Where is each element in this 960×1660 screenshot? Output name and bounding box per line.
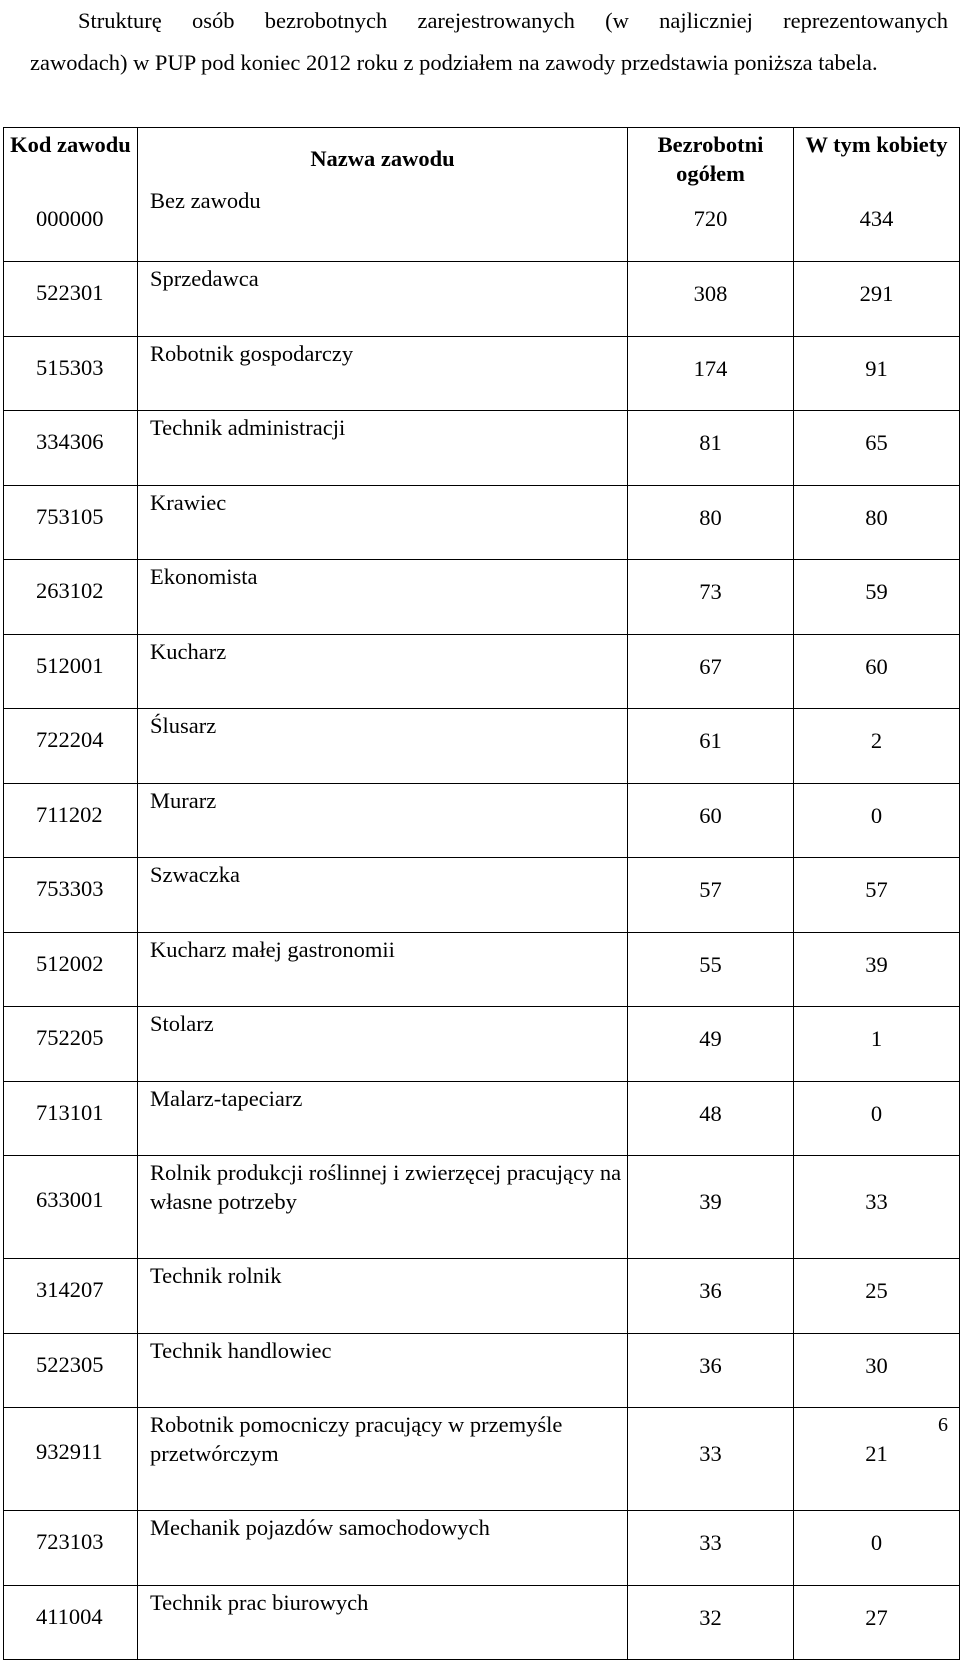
code-cell: 633001 [4,1156,138,1259]
total-cell: 55 [628,932,794,1007]
intro-line-1: Strukturę osób bezrobotnych zarejestrowanych (w najliczniej reprezentowanych [78,8,948,33]
table-row [4,262,960,337]
name-cell: Kucharz [138,634,628,709]
women-cell: 2 [794,709,960,784]
women-cell: 27 [794,1585,960,1660]
women-cell: 59 [794,560,960,635]
name-cell: Bez zawodu [138,186,628,216]
table-row [4,485,960,560]
women-cell: 33 [794,1156,960,1259]
total-cell: 33 [628,1408,794,1511]
name-cell: Stolarz [138,1007,628,1082]
table-row [4,858,960,933]
name-cell: Rolnik produkcji roślinnej i zwierzęcej pracujący na własne potrzeby [138,1156,628,1259]
table-row [4,1511,960,1586]
women-cell: 39 [794,932,960,1007]
name-cell: Technik prac biurowych [138,1585,628,1660]
total-cell: 73 [628,560,794,635]
unemployment-by-occupation-table [3,127,960,1660]
women-cell: 434 [794,204,960,234]
women-cell: 291 [794,262,960,337]
women-cell: 21 [794,1408,960,1511]
header-total: Bezrobotni ogółem [628,128,794,233]
code-cell: 512001 [4,634,138,709]
name-cell: Malarz-tapeciarz [138,1081,628,1156]
women-cell: 80 [794,485,960,560]
women-cell: 57 [794,858,960,933]
code-cell: 000000 [4,204,138,234]
code-cell: 753303 [4,858,138,933]
table-row [4,1585,960,1660]
women-cell: 91 [794,336,960,411]
name-cell: Ekonomista [138,560,628,635]
name-cell: Technik administracji [138,411,628,486]
total-cell: 36 [628,1259,794,1334]
header-code: Kod zawodu [4,128,138,233]
page-number: 6 [938,1414,948,1436]
table-row [4,783,960,858]
name-cell: Robotnik gospodarczy [138,336,628,411]
total-cell: 67 [628,634,794,709]
header-name: Nazwa zawodu [138,128,628,233]
code-cell: 314207 [4,1259,138,1334]
name-cell: Szwaczka [138,858,628,933]
women-cell: 1 [794,1007,960,1082]
table-row [4,634,960,709]
total-cell: 308 [628,262,794,337]
women-cell: 0 [794,783,960,858]
code-cell: 411004 [4,1585,138,1660]
name-cell: Krawiec [138,485,628,560]
total-cell: 49 [628,1007,794,1082]
code-cell: 722204 [4,709,138,784]
table-row [4,1408,960,1511]
code-cell: 263102 [4,560,138,635]
total-cell: 57 [628,858,794,933]
total-cell: 48 [628,1081,794,1156]
table-row [4,232,960,262]
table-row [4,1156,960,1259]
total-cell: 32 [628,1585,794,1660]
name-cell: Murarz [138,783,628,858]
code-cell: 522305 [4,1333,138,1408]
table-row [4,1081,960,1156]
total-cell: 81 [628,411,794,486]
table-row [4,709,960,784]
women-cell: 0 [794,1511,960,1586]
total-cell: 80 [628,485,794,560]
code-cell: 515303 [4,336,138,411]
table-row [4,1259,960,1334]
name-cell: Ślusarz [138,709,628,784]
total-cell: 174 [628,336,794,411]
total-cell: 60 [628,783,794,858]
total-cell: 36 [628,1333,794,1408]
name-cell: Technik handlowiec [138,1333,628,1408]
women-cell: 30 [794,1333,960,1408]
intro-paragraph [30,0,948,84]
women-cell: 65 [794,411,960,486]
table-row [4,932,960,1007]
name-cell: Technik rolnik [138,1259,628,1334]
name-cell: Kucharz małej gastronomii [138,932,628,1007]
name-cell: Mechanik pojazdów samochodowych [138,1511,628,1586]
code-cell: 522301 [4,262,138,337]
total-cell: 720 [628,204,794,234]
intro-line-2: zawodach) w PUP pod koniec 2012 roku z podziałem na zawody przedstawia poniższa tabela. [30,50,878,75]
name-cell: Sprzedawca [138,262,628,337]
total-cell: 61 [628,709,794,784]
table-row [4,1333,960,1408]
code-cell: 752205 [4,1007,138,1082]
table-row [4,1007,960,1082]
code-cell: 932911 [4,1408,138,1511]
header-women: W tym kobiety [794,128,960,233]
table-row [4,411,960,486]
code-cell: 753105 [4,485,138,560]
code-cell: 512002 [4,932,138,1007]
code-cell: 713101 [4,1081,138,1156]
women-cell: 60 [794,634,960,709]
code-cell: 334306 [4,411,138,486]
code-cell: 723103 [4,1511,138,1586]
name-cell: Robotnik pomocniczy pracujący w przemyśle przetwórczym [138,1408,628,1511]
women-cell: 25 [794,1259,960,1334]
table-row [4,560,960,635]
code-cell: 711202 [4,783,138,858]
table-row [4,336,960,411]
total-cell: 33 [628,1511,794,1586]
total-cell: 39 [628,1156,794,1259]
women-cell: 0 [794,1081,960,1156]
